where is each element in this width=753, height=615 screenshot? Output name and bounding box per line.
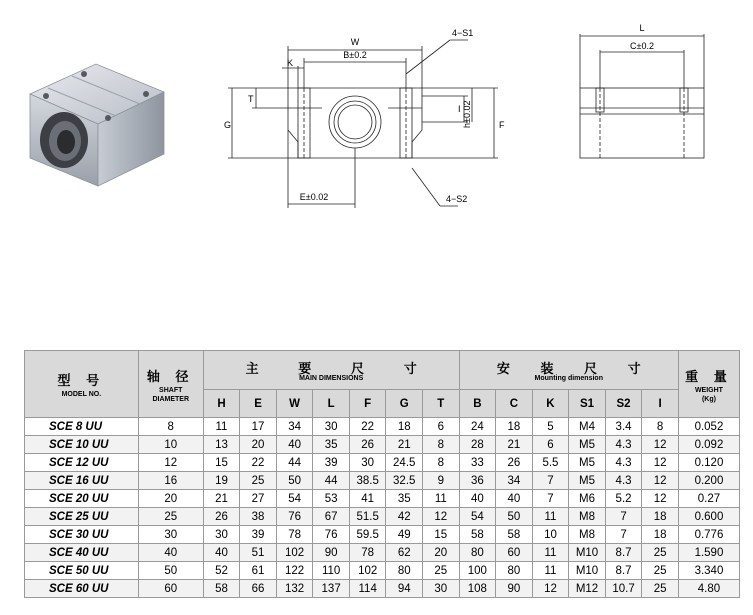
value-cell: 34 [496, 472, 533, 490]
value-cell: 137 [313, 580, 350, 598]
header-shaft-cn: 轴 径 [146, 368, 195, 384]
model-cell: SCE 40 UU [25, 544, 139, 562]
model-cell: SCE 30 UU [25, 526, 139, 544]
header-weight-unit: (Kg) [701, 395, 716, 403]
value-cell: 18 [386, 418, 423, 436]
header-char: 要 [298, 361, 312, 376]
value-cell: M8 [569, 526, 606, 544]
model-cell: SCE 8 UU [25, 418, 139, 436]
spec-table [24, 350, 740, 598]
header-shaft [138, 351, 203, 418]
value-cell: 30 [203, 526, 240, 544]
value-cell: 4.80 [678, 580, 739, 598]
model-cell: SCE 16 UU [25, 472, 139, 490]
table-row [25, 436, 740, 454]
header-mount-en: Mounting dimension [534, 375, 603, 382]
value-cell: 15 [423, 526, 460, 544]
table-row [25, 562, 740, 580]
value-cell: M10 [569, 544, 606, 562]
value-cell: 5 [532, 418, 569, 436]
value-cell: 20 [138, 490, 203, 508]
dim-i: I [458, 104, 461, 114]
value-cell: 122 [276, 562, 313, 580]
value-cell: 27 [240, 490, 277, 508]
dim-s1: 4−S1 [452, 28, 474, 38]
header-char: 寸 [627, 361, 641, 376]
value-cell: M8 [569, 508, 606, 526]
value-cell: 90 [313, 544, 350, 562]
value-cell: 60 [496, 544, 533, 562]
value-cell: 40 [203, 544, 240, 562]
column-header: E [240, 390, 277, 418]
value-cell: 11 [423, 490, 460, 508]
header-shaft-en2: DIAMETER [152, 395, 189, 403]
value-cell: 8 [423, 436, 460, 454]
value-cell: 13 [203, 436, 240, 454]
value-cell: 11 [532, 562, 569, 580]
value-cell: 3.340 [678, 562, 739, 580]
value-cell: 21 [203, 490, 240, 508]
table-row [25, 472, 740, 490]
value-cell: 78 [276, 526, 313, 544]
value-cell: 4.3 [605, 454, 642, 472]
value-cell: 22 [349, 418, 386, 436]
value-cell: 52 [203, 562, 240, 580]
value-cell: 0.200 [678, 472, 739, 490]
value-cell: 26 [349, 436, 386, 454]
column-header: T [423, 390, 460, 418]
header-weight-en: WEIGHT [694, 386, 723, 394]
value-cell: 0.120 [678, 454, 739, 472]
model-cell: SCE 20 UU [25, 490, 139, 508]
header-char: 主 [245, 361, 259, 376]
column-header: B [459, 390, 496, 418]
side-view-drawing [570, 18, 720, 198]
value-cell: M4 [569, 418, 606, 436]
value-cell: 18 [642, 508, 679, 526]
value-cell: 10.7 [605, 580, 642, 598]
value-cell: 67 [313, 508, 350, 526]
table-row [25, 490, 740, 508]
value-cell: 21 [386, 436, 423, 454]
header-char: 装 [540, 361, 554, 376]
value-cell: 58 [459, 526, 496, 544]
dim-w: W [350, 37, 360, 47]
value-cell: 12 [642, 472, 679, 490]
value-cell: 1.590 [678, 544, 739, 562]
value-cell: 110 [313, 562, 350, 580]
value-cell: 7 [532, 472, 569, 490]
value-cell: 25 [138, 508, 203, 526]
value-cell: 62 [386, 544, 423, 562]
value-cell: M12 [569, 580, 606, 598]
value-cell: 54 [459, 508, 496, 526]
dim-s2: 4−S2 [446, 194, 468, 204]
dim-k: K [286, 58, 294, 68]
value-cell: 11 [532, 544, 569, 562]
value-cell: 58 [496, 526, 533, 544]
value-cell: 66 [240, 580, 277, 598]
value-cell: 25 [642, 562, 679, 580]
value-cell: 58 [203, 580, 240, 598]
dim-b: B±0.2 [343, 50, 367, 60]
value-cell: 8 [642, 418, 679, 436]
value-cell: 15 [203, 454, 240, 472]
value-cell: 61 [240, 562, 277, 580]
value-cell: 30 [313, 418, 350, 436]
value-cell: 38 [240, 508, 277, 526]
value-cell: 28 [459, 436, 496, 454]
value-cell: 3.4 [605, 418, 642, 436]
value-cell: 35 [386, 490, 423, 508]
header-model-cn: 型 号 [57, 373, 106, 388]
model-cell: SCE 50 UU [25, 562, 139, 580]
dim-l: L [639, 23, 645, 33]
value-cell: 12 [642, 490, 679, 508]
value-cell: 76 [313, 526, 350, 544]
value-cell: 24.5 [386, 454, 423, 472]
value-cell: 40 [459, 490, 496, 508]
table-row [25, 580, 740, 598]
column-header: C [496, 390, 533, 418]
value-cell: 42 [386, 508, 423, 526]
value-cell: 59.5 [349, 526, 386, 544]
value-cell: 102 [349, 562, 386, 580]
value-cell: 51 [240, 544, 277, 562]
value-cell: 32.5 [386, 472, 423, 490]
header-row-main [25, 351, 740, 390]
value-cell: M5 [569, 454, 606, 472]
value-cell: 39 [240, 526, 277, 544]
column-header: F [349, 390, 386, 418]
value-cell: 53 [313, 490, 350, 508]
value-cell: 12 [138, 454, 203, 472]
value-cell: 114 [349, 580, 386, 598]
value-cell: 38.5 [349, 472, 386, 490]
header-char: 尺 [584, 361, 598, 376]
header-mounting-dimensions [459, 351, 678, 390]
value-cell: 60 [138, 580, 203, 598]
value-cell: 0.27 [678, 490, 739, 508]
value-cell: M5 [569, 436, 606, 454]
value-cell: 4.3 [605, 472, 642, 490]
value-cell: 24 [459, 418, 496, 436]
value-cell: 7 [605, 526, 642, 544]
product-photo [28, 62, 178, 190]
value-cell: 5.5 [532, 454, 569, 472]
value-cell: 39 [313, 454, 350, 472]
value-cell: 40 [138, 544, 203, 562]
value-cell: 30 [138, 526, 203, 544]
table-row [25, 526, 740, 544]
value-cell: M6 [569, 490, 606, 508]
value-cell: 6 [423, 418, 460, 436]
value-cell: 11 [532, 508, 569, 526]
value-cell: 11 [203, 418, 240, 436]
value-cell: 10 [138, 436, 203, 454]
table-row [25, 544, 740, 562]
column-header: I [642, 390, 679, 418]
value-cell: 50 [138, 562, 203, 580]
value-cell: 12 [423, 508, 460, 526]
dim-t: T [248, 94, 254, 104]
header-char: 寸 [403, 361, 417, 376]
column-header: H [203, 390, 240, 418]
value-cell: 51.5 [349, 508, 386, 526]
value-cell: 6 [532, 436, 569, 454]
value-cell: 18 [642, 526, 679, 544]
value-cell: 22 [240, 454, 277, 472]
value-cell: 54 [276, 490, 313, 508]
header-main-en: MAIN DIMENSIONS [299, 375, 364, 382]
column-header: G [386, 390, 423, 418]
header-char: 尺 [351, 361, 365, 376]
value-cell: 0.052 [678, 418, 739, 436]
value-cell: 44 [313, 472, 350, 490]
value-cell: 0.776 [678, 526, 739, 544]
value-cell: 26 [496, 454, 533, 472]
column-header: L [313, 390, 350, 418]
value-cell: 30 [349, 454, 386, 472]
value-cell: 20 [423, 544, 460, 562]
value-cell: 4.3 [605, 436, 642, 454]
value-cell: 25 [240, 472, 277, 490]
header-weight [678, 351, 739, 418]
header-model-en: MODEL NO. [61, 391, 102, 398]
value-cell: 35 [313, 436, 350, 454]
value-cell: 80 [386, 562, 423, 580]
model-cell: SCE 25 UU [25, 508, 139, 526]
value-cell: 25 [423, 562, 460, 580]
value-cell: 7 [532, 490, 569, 508]
value-cell: 12 [642, 436, 679, 454]
value-cell: 9 [423, 472, 460, 490]
value-cell: 10 [532, 526, 569, 544]
spec-table-body [25, 418, 740, 598]
value-cell: 8.7 [605, 562, 642, 580]
value-cell: 19 [203, 472, 240, 490]
model-cell: SCE 10 UU [25, 436, 139, 454]
value-cell: 80 [496, 562, 533, 580]
front-view-drawing [218, 18, 508, 218]
value-cell: 49 [386, 526, 423, 544]
value-cell: 50 [276, 472, 313, 490]
column-header: K [532, 390, 569, 418]
value-cell: M5 [569, 472, 606, 490]
table-row [25, 418, 740, 436]
value-cell: 25 [642, 580, 679, 598]
table-row [25, 454, 740, 472]
dim-c: C±0.2 [630, 41, 654, 51]
value-cell: 44 [276, 454, 313, 472]
value-cell: 12 [532, 580, 569, 598]
value-cell: 80 [459, 544, 496, 562]
value-cell: 12 [642, 454, 679, 472]
header-model [25, 351, 139, 418]
value-cell: M10 [569, 562, 606, 580]
dim-f: F [499, 120, 505, 130]
model-cell: SCE 12 UU [25, 454, 139, 472]
value-cell: 108 [459, 580, 496, 598]
value-cell: 26 [203, 508, 240, 526]
value-cell: 33 [459, 454, 496, 472]
value-cell: 50 [496, 508, 533, 526]
value-cell: 7 [605, 508, 642, 526]
value-cell: 8 [423, 454, 460, 472]
value-cell: 100 [459, 562, 496, 580]
value-cell: 21 [496, 436, 533, 454]
value-cell: 34 [276, 418, 313, 436]
value-cell: 20 [240, 436, 277, 454]
value-cell: 90 [496, 580, 533, 598]
value-cell: 8.7 [605, 544, 642, 562]
header-main-dimensions [203, 351, 459, 390]
dim-g: G [224, 120, 232, 130]
dim-h: h±0.02 [462, 100, 472, 128]
model-cell: SCE 60 UU [25, 580, 139, 598]
value-cell: 40 [276, 436, 313, 454]
value-cell: 0.600 [678, 508, 739, 526]
column-header: S2 [605, 390, 642, 418]
value-cell: 0.092 [678, 436, 739, 454]
value-cell: 5.2 [605, 490, 642, 508]
value-cell: 40 [496, 490, 533, 508]
value-cell: 132 [276, 580, 313, 598]
value-cell: 76 [276, 508, 313, 526]
value-cell: 17 [240, 418, 277, 436]
value-cell: 25 [642, 544, 679, 562]
value-cell: 78 [349, 544, 386, 562]
value-cell: 16 [138, 472, 203, 490]
header-weight-cn: 重 量 [685, 368, 733, 384]
value-cell: 102 [276, 544, 313, 562]
value-cell: 8 [138, 418, 203, 436]
column-header: W [276, 390, 313, 418]
value-cell: 94 [386, 580, 423, 598]
value-cell: 30 [423, 580, 460, 598]
value-cell: 36 [459, 472, 496, 490]
column-header: S1 [569, 390, 606, 418]
dim-e: E±0.02 [299, 192, 329, 202]
value-cell: 41 [349, 490, 386, 508]
table-row [25, 508, 740, 526]
header-char: 安 [496, 361, 510, 376]
value-cell: 18 [496, 418, 533, 436]
header-shaft-en1: SHAFT [159, 386, 183, 394]
